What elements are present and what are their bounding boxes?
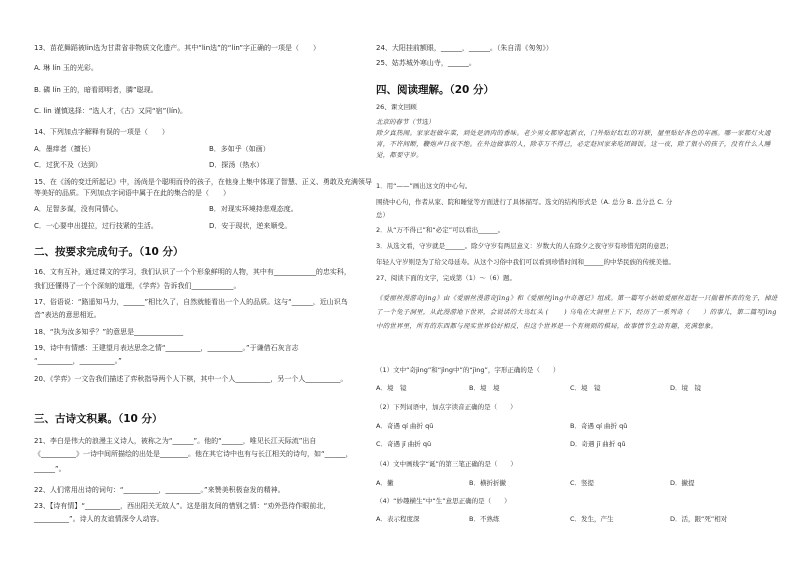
question-16-line1: 16、文有互补，通过课文的学习，我们认识了一个个形象鲜明的人物，其中有____________的忠实科， [34,268,351,276]
question-27-1: （1）文中“奇jìng”和“jìng中”的“jìng”，字形正确的是（ ） [376,366,560,374]
q14-option-a: A．墨痒者（擅长） [34,145,95,153]
q13-option-b: B. 磷 lín 王的，暗看即明者，膦”聪现。 [34,86,158,94]
question-17-line1: 17、俗语说：“路遥知马力，______”相比久了，自然就能看出一个人的品质。这与“______，近山识鸟 [34,298,348,306]
q27-1-option-c: C．境 镜 [570,384,601,392]
q14-option-b: B．多如乎（如画） [209,145,270,153]
question-25: 25、姑苏城外寒山寺，______。 [376,59,476,67]
question-27-4: （4）“妙趣横生”中“生”意思正确的是（ ） [376,497,511,505]
q27-3-option-b: B．横折折撇 [469,479,506,487]
question-23-line2: __________”。诗人的友谊情深令人动容。 [34,515,164,523]
question-26-3: 3．从选文看，守岁就是______。除夕守岁有两层意义：岁数大的人在除夕之夜守岁有珍惜光阴的意思； [376,242,673,250]
q14-option-c: C．过犹不及（达到） [34,161,102,169]
q27-4-option-b: B．不熟练 [469,515,500,523]
q27-2-option-c: C．奇遇 jī 曲折 qū [376,440,432,448]
question-26-1-line3: 总） [376,211,389,219]
question-27: 27、阅读下面的文字，完成第（1）～（6）题。 [376,274,517,282]
section-2-heading: 二、按要求完成句子。（10 分） [34,246,184,258]
q27-1-option-d: D．境 镜 [670,384,702,392]
reading-passage: 除夕真热闹。家家赶做年菜，到处是酒肉的香味。老少男女都穿起新衣，门外贴好红红的对联，屋里贴好各色的年画。哪一家都灯火通宵，不许间断，鞭炮声日夜不绝。在外边做事的人，除非万不得已，必定赶回家来吃团圆饭。这一夜，除了很小的孩子，没有什么人睡觉，都要守岁。 [376,129,771,159]
q15-option-c: C．一心要申出提拉，过行技紧的生活。 [34,222,158,230]
q27-4-option-c: C．发生，产生 [570,515,614,523]
question-13: 13、苗花舞蹈被lin选为甘肃省非物质文化遗产。其中“lin选”的“lin”字正确的一项是（ ） [34,44,321,52]
q27-1-option-b: B．境 境 [469,384,500,392]
q27-1-option-a: A．境 镜 [376,384,407,392]
q15-option-b: B．对现实环境持悲观态度。 [209,205,298,213]
question-21-line2: 《__________》一诗中间所描绘的出处是________。他在其它诗中也有与长江相关的诗句，如“______， [34,450,353,458]
q27-4-option-a: A．表示程度深 [376,515,420,523]
q27-4-option-d: D．活，跟“死”相对 [670,515,728,523]
question-15-line2: 等美好的品质。下列加点字词语中属于在此的集合的是（ ） [34,189,230,197]
section-4-heading: 四、阅读理解。（20 分） [376,84,495,96]
question-16-line2: 我们还懂得了一个个深刻的道理，《学弈》告诉我们____________。 [34,282,241,290]
q27-2-option-d: D．奇遇 jī 曲折 qǔ [570,440,626,448]
question-17-line2: 音”表达的意思相近。 [34,311,101,319]
reading-passage-2: 《爱丽丝漫游奇jìng》由《爱丽丝漫游奇jìng》和《爱丽丝jìng中奇遇记》组成。第一篇写小姑娘爱丽丝追赶一只揣着怀表的兔子，掉进了一个兔子洞里，从此漫游地下世界，会说话的大鸟红头 ( ) 乌龟在大洞里上下下，经历了一系列奇（ ）的事儿，第二篇写jìng中的世界里，所有的东西都与现实世界恰好相反，但这个世界是一个有规则的棋局，故事情节生动有趣，充满想象。 [376,294,778,330]
section-3-heading: 三、古诗文积累。（10 分） [34,413,163,425]
q14-option-d: D．探汤（热水） [209,161,264,169]
question-26: 26、课文回顾 [376,103,417,111]
question-21-line3: ______”。 [34,465,66,473]
q15-option-d: D．安于现状，逆来顺受。 [209,222,292,230]
question-27-2: （2）下列词语中，加点字读音正确的是（ ） [376,403,517,411]
q27-3-option-a: A．撇 [376,479,394,487]
question-15-line1: 15、在《汤的变迁所起记》中，汤尚是个聪明而伶的孩子，在他身上集中体现了智慧、正义、勇敢及充满领导 [34,178,372,186]
question-18: 18、“执为汝多知乎？”的意思是______________ [34,328,184,336]
question-20: 20、《学弈》一文告我们描述了弈秋指导两个人下棋，其中一个人__________，另一个人__________。 [34,375,348,383]
passage-title: 北京的春节（节选） [376,118,435,126]
question-23-line1: 23、【诗有情】“__________，西出阳关无故人”。这是朋友间的惜别之情：“劝外恐待作眼前北， [34,502,331,510]
question-26-3-line2: 年轻人守岁则是为了给父母延寿。从这个习俗中我们可以看到珍惜时间和______的中华民族的传统美德。 [376,258,675,266]
q27-2-option-b: B．奇遇 qí 曲折 qǔ [570,422,628,430]
q27-3-option-d: D．撇提 [670,479,695,487]
question-26-2: 2．从“万不得已”和“必定”可以看出______。 [376,226,505,234]
question-27-3: （4）文中画线字“诞”的第三笔正确的是（ ） [376,460,517,468]
question-26-1: 1．用“——”画出这文的中心句。 [376,182,472,190]
question-22: 22、人们常用出诗的词句：“__________，__________。”来赞美积极奋发的精神。 [34,486,285,494]
question-24: 24、大阳挂前额眼，______，______。（朱自清《匆匆》） [376,44,553,52]
q13-option-a: A. 琳 lín 玉的光彩。 [34,64,98,72]
question-26-1-line2: 围绕中心句，作者从家、院和睡觉等方面进行了具体描写。选文的结构形式是（A. 总分 B. 总分总 C. 分 [376,198,673,206]
q27-3-option-c: C．竖提 [570,479,595,487]
question-21-line1: 21、李白是伟大的浪漫主义诗人，被称之为“______”。他的“______，唯见长江天际流”出自 [34,437,317,445]
q15-option-a: A．足智多谋，没有同情心。 [34,205,123,213]
question-14: 14、下列加点字解释有误的一项是（ ） [34,128,169,136]
q13-option-c: C. lin 谨慎选择：“选人才，《古》又同“宿”(lín)。 [34,107,188,115]
question-19-line2: “__________，__________。” [34,357,122,365]
q27-2-option-a: A．奇遇 qí 曲折 qū [376,422,434,430]
question-19-line1: 19、诗中有情感：王建望月表达思念之情“__________，__________。”于谦借石灰言志 [34,344,299,352]
